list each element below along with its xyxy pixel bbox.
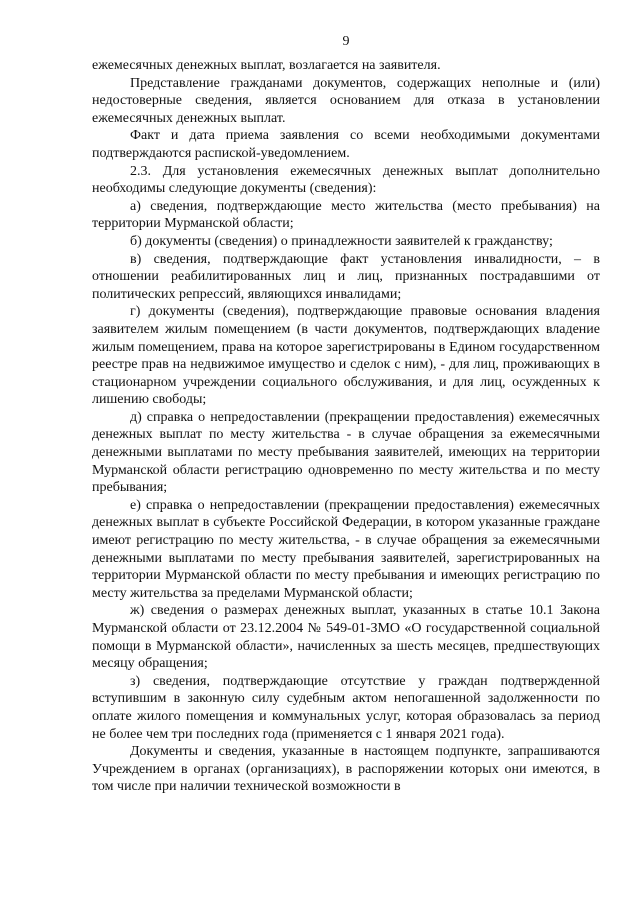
- list-item-g: г) документы (сведения), подтверждающие правовые основания владения заявителем жилым помещением (в части документов, подтверждающих владение жилым помещением, права на которое зарегистрированы в Едином государственном реестре прав на недвижимое имущество и сделок с ним), - для лиц, проживающих в стационарном учреждении социального обслуживания, и для лиц, осужденных к лишению свободы;: [92, 304, 600, 408]
- list-item-e: е) справка о непредоставлении (прекращении предоставления) ежемесячных денежных выплат в субъекте Российской Федерации, в котором указанные граждане имеют регистрацию по месту жительства, - в случае обращения за ежемесячными денежными выплатами по месту пребывания заявителей, зарегистрированных на территории Мурманской области по месту пребывания и имеющих регистрацию по месту жительства за пределами Мурманской области;: [92, 497, 600, 601]
- list-item-z: з) сведения, подтверждающие отсутствие у граждан подтвержденной вступившим в законную силу судебным актом непогашенной задолженности по оплате жилого помещения и коммунальных услуг, которая образовалась за период не более чем три последних года (применяется с 1 января 2021 года).: [92, 673, 600, 742]
- paragraph-continuation: ежемесячных денежных выплат, возлагается на заявителя.: [92, 58, 441, 73]
- paragraph-incomplete-data: Представление гражданами документов, содержащих неполные и (или) недостоверные сведения, является основанием для отказа в установлении ежемесячных денежных выплат.: [92, 75, 600, 126]
- paragraph-section-2-3: 2.3. Для установления ежемесячных денежных выплат дополнительно необходимы следующие документы (сведения):: [92, 163, 600, 197]
- list-item-b: б) документы (сведения) о принадлежности заявителей к гражданству;: [130, 233, 553, 249]
- paragraph-receipt-notice: Факт и дата приема заявления со всеми необходимыми документами подтверждаются распиской-уведомлением.: [92, 128, 600, 161]
- paragraph-documents-request: Документы и сведения, указанные в настоящем подпункте, запрашиваются Учреждением в органах (организациях), в распоряжении которых они имеются, в том числе при наличии технической возможности в: [92, 744, 600, 795]
- list-item-d: д) справка о непредоставлении (прекращении предоставления) ежемесячных денежных выплат по месту жительства - в случае обращения за ежемесячными денежными выплатами по месту пребывания заявителей, имеющих на территории Мурманской области регистрацию одновременно по месту жительства и по месту пребывания;: [92, 409, 600, 496]
- list-item-v: в) сведения, подтверждающие факт установления инвалидности, – в отношении реабилитированных лиц и лиц, признанных пострадавшими от политических репрессий, являющихся инвалидами;: [92, 251, 600, 302]
- list-item-zh: ж) сведения о размерах денежных выплат, указанных в статье 10.1 Закона Мурманской области от 23.12.2004 № 549-01-ЗМО «О государственной социальной помощи в Мурманской области», начисленных за шесть месяцев, предшествующих месяцу обращения;: [92, 603, 600, 672]
- page-number: 9: [342, 34, 350, 49]
- list-item-a: а) сведения, подтверждающие место жительства (место пребывания) на территории Мурманской области;: [92, 198, 600, 232]
